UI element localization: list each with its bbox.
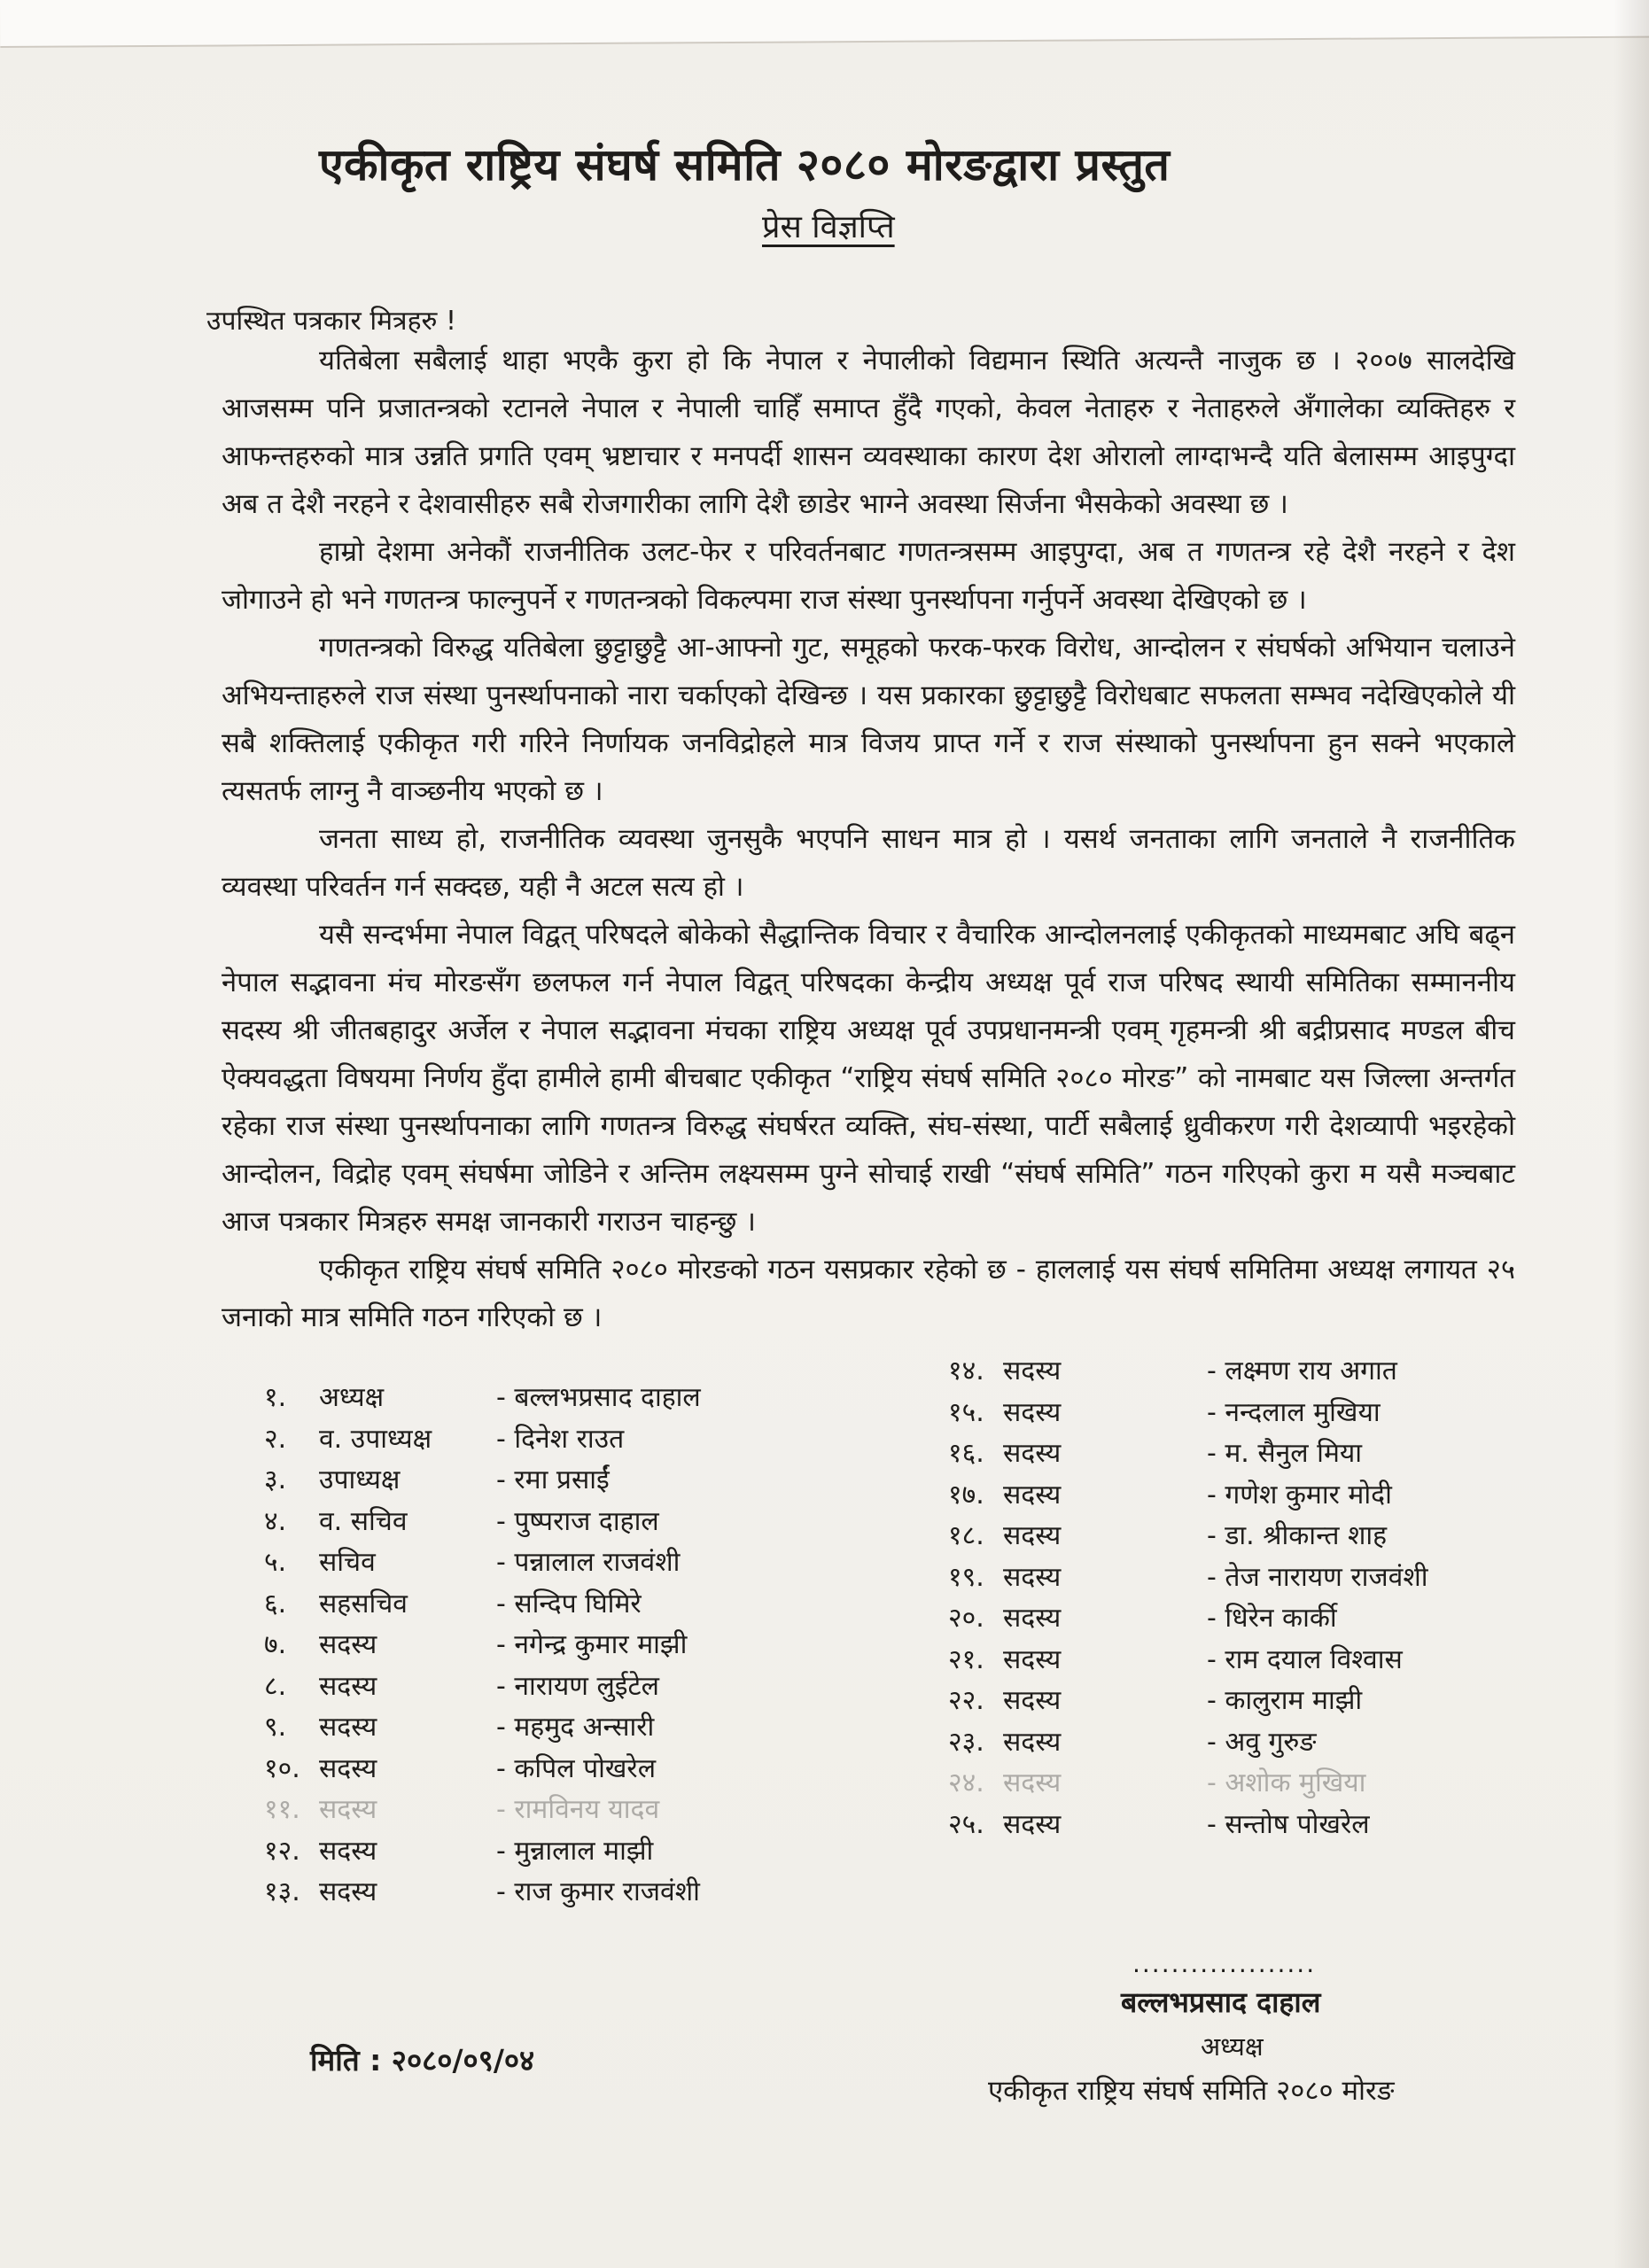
salutation: उपस्थित पत्रकार मित्रहरु !	[206, 306, 457, 337]
member-row	[264, 1790, 849, 1831]
member-number: १३.	[264, 1876, 300, 1907]
member-name: - गणेश कुमार मोदी	[1207, 1479, 1392, 1511]
member-row	[948, 1516, 1568, 1557]
member-role: सदस्य	[1003, 1396, 1062, 1428]
member-row	[264, 1460, 849, 1502]
member-name: - राज कुमार राजवंशी	[496, 1876, 700, 1907]
member-name: - कालुराम माझी	[1207, 1685, 1363, 1716]
member-row	[264, 1872, 849, 1914]
member-name: - रामविनय यादव	[496, 1794, 660, 1825]
member-number: १०.	[264, 1752, 300, 1784]
body-text	[222, 337, 1515, 1341]
signatory-name: बल्लभप्रसाद दाहाल	[1121, 1985, 1321, 2019]
member-role: सहसचिव	[319, 1588, 408, 1619]
member-number: १२.	[264, 1835, 300, 1867]
member-number: ७.	[264, 1629, 287, 1660]
paragraph: यतिबेला सबैलाई थाहा भएकै कुरा हो कि नेपाल र नेपालीको विद्यमान स्थिति अत्यन्तै नाजुक छ । २००७ सालदेखि आजसम्म पनि प्रजातन्त्रको रटानले नेपाल र नेपाली चाहिँ समाप्त हुँदै गएको, केवल नेताहरु र नेताहरुले अँगालेका व्यक्तिहरु र आफन्तहरुको मात्र उन्नति प्रगति एवम् भ्रष्टाचार र मनपर्दी शासन व्यवस्थाका कारण देश ओरालो लाग्दाभन्दै यति बेलासम्म आइपुग्दा अब त देशै नरहने र देशवासीहरु सबै रोजगारीका लागि देशै छाडेर भाग्ने अवस्था सिर्जना भैसकेको अवस्था छ ।	[222, 345, 1515, 520]
member-number: ८.	[264, 1670, 287, 1702]
member-role: सदस्य	[319, 1752, 377, 1784]
member-name: - पन्नालाल राजवंशी	[496, 1547, 681, 1578]
paragraph: गणतन्त्रको विरुद्ध यतिबेला छुट्टाछुट्टै आ-आफ्नो गुट, समूहको फरक-फरक विरोध, आन्दोलन र संघर्षको अभियान चलाउने अभियन्ताहरुले राज संस्था पुनर्स्थापनाको नारा चर्काएको देखिन्छ । यस प्रकारका छुट्टाछुट्टै विरोधबाट सफलता सम्भव नदेखिएकोले यी सबै शक्तिलाई एकीकृत गरी गरिने निर्णायक जनविद्रोहले मात्र विजय प्राप्त गर्ने र राज संस्थाको पुनर्स्थापना हुन सक्ने भएकाले त्यसतर्फ लाग्नु नै वाञ्छनीय भएको छ ।	[222, 632, 1515, 807]
member-name: - अशोक मुखिया	[1207, 1767, 1366, 1798]
member-row	[948, 1805, 1568, 1846]
member-number: ६.	[264, 1588, 287, 1619]
member-name: - नारायण लुईटेल	[496, 1670, 659, 1702]
member-role: सदस्य	[1003, 1520, 1062, 1551]
member-row	[948, 1393, 1568, 1434]
member-row	[948, 1433, 1568, 1475]
member-row	[948, 1557, 1568, 1599]
member-row	[264, 1625, 849, 1666]
member-role: सदस्य	[1003, 1685, 1062, 1716]
member-role: व. सचिव	[319, 1505, 408, 1537]
member-role: सदस्य	[1003, 1561, 1062, 1593]
member-number: २१.	[948, 1643, 984, 1675]
member-name: - लक्ष्मण राय अगात	[1207, 1355, 1397, 1386]
member-row	[948, 1640, 1568, 1682]
member-name: - महमुद अन्सारी	[496, 1712, 655, 1743]
member-name: - नगेन्द्र कुमार माझी	[496, 1629, 688, 1660]
member-row	[948, 1722, 1568, 1764]
member-number: २५.	[948, 1808, 984, 1840]
paper-top-edge	[0, 0, 1649, 48]
member-role: सदस्य	[1003, 1603, 1062, 1634]
member-role: उपाध्यक्ष	[319, 1464, 401, 1495]
member-role: सदस्य	[1003, 1479, 1062, 1511]
member-name: - बल्लभप्रसाद दाहाल	[496, 1382, 701, 1413]
member-name: - कपिल पोखरेल	[496, 1752, 657, 1784]
member-number: ४.	[264, 1505, 287, 1537]
member-number: २२.	[948, 1685, 984, 1716]
member-number: ११.	[264, 1794, 300, 1825]
member-role: सदस्य	[1003, 1438, 1062, 1469]
member-number: १.	[264, 1382, 287, 1413]
member-role: अध्यक्ष	[319, 1382, 385, 1413]
member-row	[948, 1351, 1568, 1393]
paragraph: एकीकृत राष्ट्रिय संघर्ष समिति २०८० मोरङको गठन यसप्रकार रहेको छ - हाललाई यस संघर्ष समितिमा अध्यक्ष लगायत २५ जनाको मात्र समिति गठन गरिएको छ ।	[222, 1254, 1515, 1333]
member-row	[948, 1763, 1568, 1805]
member-name: - डा. श्रीकान्त शाह	[1207, 1520, 1388, 1551]
member-role: सदस्य	[1003, 1355, 1062, 1386]
member-name: - सन्तोष पोखरेल	[1207, 1808, 1370, 1840]
member-role: सदस्य	[1003, 1808, 1062, 1840]
member-row	[264, 1502, 849, 1543]
paper-shadow	[1614, 0, 1649, 2268]
member-role: सदस्य	[319, 1712, 377, 1743]
document-title: एकीकृत राष्ट्रिय संघर्ष समिति २०८० मोरङद्वारा प्रस्तुत	[319, 139, 1171, 190]
member-role: सदस्य	[319, 1794, 377, 1825]
member-row	[264, 1666, 849, 1708]
member-name: - म. सैनुल मिया	[1207, 1438, 1363, 1469]
member-number: १५.	[948, 1396, 984, 1428]
member-row	[264, 1707, 849, 1749]
member-role: सदस्य	[1003, 1643, 1062, 1675]
member-name: - पुष्पराज दाहाल	[496, 1505, 659, 1537]
signature-line: ...................	[1132, 1949, 1317, 1978]
member-name: - सन्दिप घिमिरे	[496, 1588, 642, 1619]
member-name: - अवु गुरुङ	[1207, 1726, 1317, 1758]
member-role: व. उपाध्यक्ष	[319, 1423, 432, 1455]
member-number: ३.	[264, 1464, 287, 1495]
signatory-role: अध्यक्ष	[1201, 2031, 1264, 2062]
member-name: - धिरेन कार्की	[1207, 1603, 1337, 1634]
member-name: - मुन्नालाल माझी	[496, 1835, 654, 1867]
member-row	[264, 1749, 849, 1790]
member-role: सदस्य	[1003, 1767, 1062, 1798]
member-list-right	[948, 1351, 1568, 1845]
member-number: १६.	[948, 1438, 984, 1469]
signatory-organization: एकीकृत राष्ट्रिय संघर्ष समिति २०८० मोरङ	[988, 2075, 1395, 2107]
member-role: सदस्य	[319, 1670, 377, 1702]
member-row	[948, 1681, 1568, 1722]
member-name: - नन्दलाल मुखिया	[1207, 1396, 1381, 1428]
document-subtitle: प्रेस विज्ञप्ति	[762, 209, 895, 245]
member-row	[264, 1542, 849, 1584]
member-number: २०.	[948, 1603, 984, 1634]
member-list-left	[264, 1378, 849, 1914]
member-number: ९.	[264, 1712, 287, 1743]
member-role: सचिव	[319, 1547, 376, 1578]
member-name: - दिनेश राउत	[496, 1423, 625, 1455]
member-name: - रमा प्रसाईं	[496, 1464, 610, 1495]
paragraph: हाम्रो देशमा अनेकौं राजनीतिक उलट-फेर र परिवर्तनबाट गणतन्त्रसम्म आइपुग्दा, अब त गणतन्त्र रहे देशै नरहने र देश जोगाउने हो भने गणतन्त्र फाल्नुपर्ने र गणतन्त्रको विकल्पमा राज संस्था पुनर्स्थापना गर्नुपर्ने अवस्था देखिएको छ ।	[222, 536, 1515, 616]
member-role: सदस्य	[1003, 1726, 1062, 1758]
member-name: - राम दयाल विश्वास	[1207, 1643, 1403, 1675]
member-row	[264, 1831, 849, 1873]
member-number: १८.	[948, 1520, 984, 1551]
member-number: २३.	[948, 1726, 984, 1758]
member-number: १९.	[948, 1561, 984, 1593]
member-role: सदस्य	[319, 1629, 377, 1660]
member-role: सदस्य	[319, 1835, 377, 1867]
member-role: सदस्य	[319, 1876, 377, 1907]
member-number: ५.	[264, 1547, 287, 1578]
member-row	[948, 1598, 1568, 1640]
member-number: २.	[264, 1423, 287, 1455]
member-number: २४.	[948, 1767, 984, 1798]
member-row	[264, 1378, 849, 1419]
paragraph: यसै सन्दर्भमा नेपाल विद्वत् परिषदले बोकेको सैद्धान्तिक विचार र वैचारिक आन्दोलनलाई एकीकृतको माध्यमबाट अघि बढ्न नेपाल सद्भावना मंच मोरङसँग छलफल गर्न नेपाल विद्वत् परिषदका केन्द्रीय अध्यक्ष पूर्व राज परिषद स्थायी समितिका सम्माननीय सदस्य श्री जीतबहादुर अर्जेल र नेपाल सद्भावना मंचका राष्ट्रिय अध्यक्ष पूर्व उपप्रधानमन्त्री एवम् गृहमन्त्री श्री बद्रीप्रसाद मण्डल बीच ऐक्यवद्धता विषयमा निर्णय हुँदा हामीले हामी बीचबाट एकीकृत “राष्ट्रिय संघर्ष समिति २०८० मोरङ” को नामबाट यस जिल्ला अन्तर्गत रहेका राज संस्था पुनर्स्थापनाका लागि गणतन्त्र विरुद्ध संघर्षरत व्यक्ति, संघ-संस्था, पार्टी सबैलाई ध्रुवीकरण गरी देशव्यापी भइरहेको आन्दोलन, विद्रोह एवम् संघर्षमा जोडिने र अन्तिम लक्ष्यसम्म पुग्ने सोचाई राखी “संघर्ष समिति” गठन गरिएको कुरा म यसै मञ्चबाट आज पत्रकार मित्रहरु समक्ष जानकारी गराउन चाहन्छु ।	[222, 919, 1515, 1238]
member-number: १४.	[948, 1355, 984, 1386]
member-row	[264, 1584, 849, 1626]
document-date: मिति : २०८०/०९/०४	[310, 2043, 535, 2078]
member-name: - तेज नारायण राजवंशी	[1207, 1561, 1428, 1593]
member-row	[948, 1475, 1568, 1517]
paragraph: जनता साध्य हो, राजनीतिक व्यवस्था जुनसुकै भएपनि साधन मात्र हो । यसर्थ जनताका लागि जनताले नै राजनीतिक व्यवस्था परिवर्तन गर्न सक्दछ, यही नै अटल सत्य हो ।	[222, 823, 1515, 903]
member-row	[264, 1419, 849, 1461]
member-number: १७.	[948, 1479, 984, 1511]
